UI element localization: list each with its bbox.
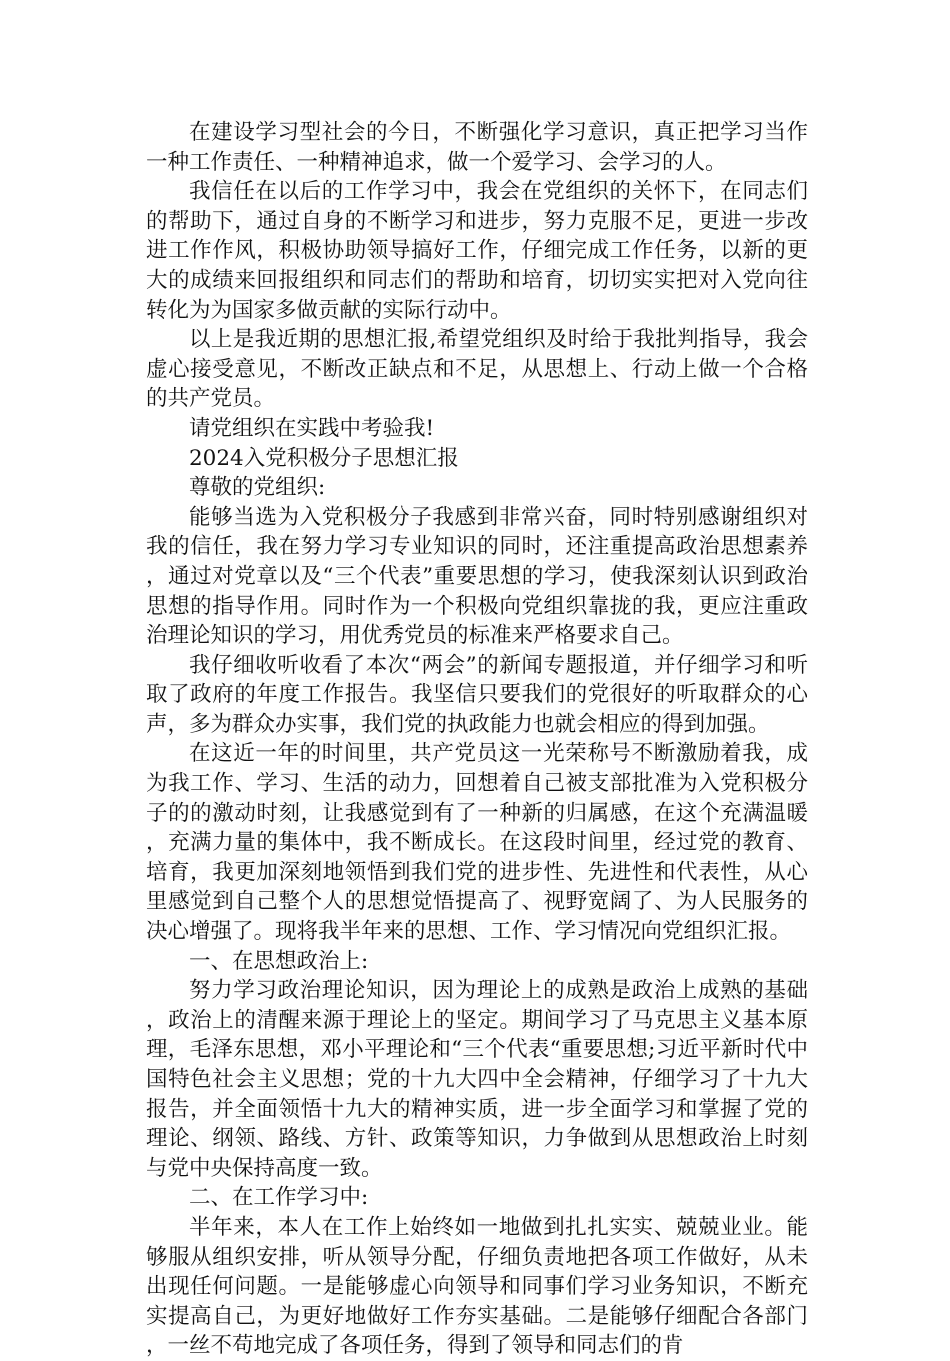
paragraph-activist-selection: 能够当选为入党积极分子我感到非常兴奋，同时特别感谢组织对我的信任，我在努力学习专业知识的同时，还注重提高政治思想素养，通过对党章以及“三个代表”重要思想的学习，使我深刻认识到政治思想的指导作用。同时作为一个积极向党组织靠拢的我，更应注重政治理论知识的学习，用优秀党员的标准来严格要求自己。 [146, 504, 808, 649]
heading-work-study: 二、在工作学习中: [189, 1185, 369, 1211]
section-title: 2024入党积极分子思想汇报 [189, 445, 459, 471]
paragraph-study-awareness: 在建设学习型社会的今日，不断强化学习意识，真正把学习当作一种工作责任、一种精神追求，做一个爱学习、会学习的人。 [146, 120, 808, 175]
paragraph-work-performance: 半年来，本人在工作上始终如一地做到扎扎实实、兢兢业业。能够服从组织安排，听从领导分配，仔细负责地把各项工作做好，从未出现任何问题。一是能够虚心向领导和同事们学习业务知识，不断充实提高自己，为更好地做好工作夯实基础。二是能够仔细配合各部门，一丝不苟地完成了各项任务，得到了领导和同志们的肯 [146, 1214, 808, 1359]
document-body [146, 118, 808, 1361]
heading-political-thought: 一、在思想政治上: [189, 948, 369, 974]
paragraph-two-sessions: 我仔细收听收看了本次“两会”的新闻专题报道，并仔细学习和听取了政府的年度工作报告。我坚信只要我们的党很好的听取群众的心声，多为群众办实事，我们党的执政能力也就会相应的得到加强。 [146, 652, 808, 737]
paragraph-closing-request: 请党组织在实践中考验我! [189, 415, 435, 441]
paragraph-political-theory: 努力学习政治理论知识，因为理论上的成熟是政治上成熟的基础，政治上的清醒来源于理论上的坚定。期间学习了马克思主义基本原理，毛泽东思想，邓小平理论和“三个代表“重要思想;习近平新时代中国特色社会主义思想；党的十九大四中全会精神，仔细学习了十九大报告，并全面领悟十九大的精神实质，进一步全面学习和掌握了党的理论、纲领、路线、方针、政策等知识，力争做到从思想政治上时刻与党中央保持高度一致。 [146, 978, 808, 1181]
paragraph-future-work: 我信任在以后的工作学习中，我会在党组织的关怀下，在同志们的帮助下，通过自身的不断学习和进步，努力克服不足，更进一步改进工作作风，积极协助领导搞好工作，仔细完成工作任务，以新的更大的成绩来回报组织和同志们的帮助和培育，切切实实把对入党向往转化为为国家多做贡献的实际行动中。 [146, 179, 808, 323]
salutation: 尊敬的党组织: [189, 475, 326, 501]
paragraph-past-year: 在这近一年的时间里，共产党员这一光荣称号不断激励着我，成为我工作、学习、生活的动力，回想着自己被支部批准为入党积极分子的的激动时刻，让我感觉到有了一种新的归属感，在这个充满温暖，充满力量的集体中，我不断成长。在这段时间里，经过党的教育、培育，我更加深刻地领悟到我们党的进步性、先进性和代表性，从心里感觉到自己整个人的思想觉悟提高了、视野宽阔了、为人民服务的决心增强了。现将我半年来的思想、工作、学习情况向党组织汇报。 [146, 741, 808, 945]
paragraph-report-summary: 以上是我近期的思想汇报,希望党组织及时给于我批判指导，我会虚心接受意见，不断改正缺点和不足，从思想上、行动上做一个合格的共产党员。 [146, 327, 808, 412]
